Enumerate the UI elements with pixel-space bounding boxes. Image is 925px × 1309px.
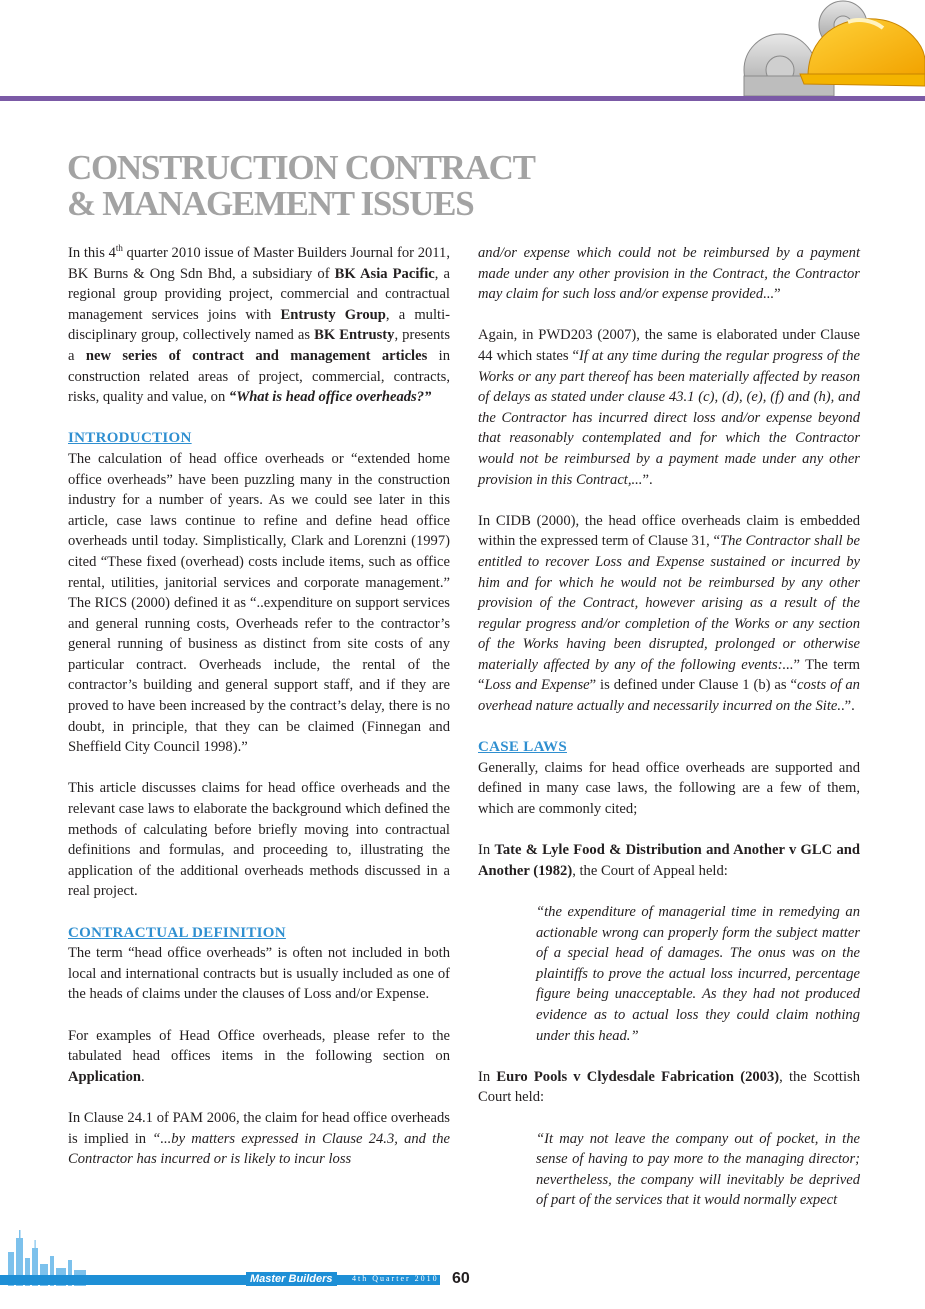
pwd-paragraph: Again, in PWD203 (2007), the same is elaborated under Clause 44 which states “If at any time during the regular progress of the Works or any part thereof has been materially affected by reason of delays as stated under clause 43.1 (c), (d), (e), (f) and (h), and the Contractor has incurred direct loss and/or expense beyond that reasonably contemplated and for which the Contractor would not be reimbursed by a payment made under any other provision in this Contract,...”. (478, 327, 860, 488)
article-title (67, 150, 535, 222)
title-line-2: & MANAGEMENT ISSUES (67, 184, 474, 223)
heading-introduction: INTRODUCTION (68, 430, 192, 447)
footer-brand: Master Builders (246, 1272, 337, 1286)
heading-contractual-definition: CONTRACTUAL DEFINITION (68, 924, 286, 941)
pam-paragraph: In Clause 24.1 of PAM 2006, the claim for head office overheads is implied in “...by matters expressed in Clause 24.3, and the Contractor has incurred or is likely to incur loss (68, 1109, 450, 1168)
intro-paragraph: In this 4th quarter 2010 issue of Master Builders Journal for 2011, BK Burns & Ong Sdn Bhd, a subsidiary of BK Asia Pacific, a regional group providing project, commercial and contractual management services joins with Entrusty Group, a multi-disciplinary group, collectively named as BK Entrusty, presents a new series of contract and management articles in construction related areas of project, commercial, contracts, risks, quality and value, on “What is head office overheads?” (68, 243, 451, 406)
hard-hat-gears-image (738, 0, 925, 96)
right-column (478, 243, 860, 1211)
euro-pools-quote: “It may not leave the company out of pocket, in the sense of having to pay more to the managing director; nevertheless, the company will inevitably be deprived of part of the services that it would normally expect (536, 1130, 860, 1209)
euro-pools-paragraph: In Euro Pools v Clydesdale Fabrication (2003), the Scottish Court held: (478, 1068, 860, 1106)
examples-paragraph: For examples of Head Office overheads, please refer to the tabulated head offices items in the following section on Application. (68, 1027, 450, 1085)
tate-paragraph: In Tate & Lyle Food & Distribution and Another v GLC and Another (1982), the Court of Appeal held: (478, 842, 860, 879)
footer-issue: 4th Quarter 2010 (352, 1274, 439, 1283)
heading-case-laws: CASE LAWS (478, 739, 567, 756)
contractual-definition-body: The term “head office overheads” is often not included in both local and international contracts but is usually included as one of the heads of claims under the clauses of Loss and/or Expense. (68, 945, 450, 1003)
case-laws-intro: Generally, claims for head office overheads are supported and defined in many case laws, the following are a few of them, which are commonly cited; (478, 759, 860, 818)
introduction-body: The calculation of head office overheads or “extended home office overheads” have been puzzling many in the construction industry for a number of years. As we could see later in this article, case laws continue to refine and define head office overheads until today. Simplistically, Clark and Lorenzni (1997) cited “These fixed (overhead) costs include items, such as office rental, utilities, janitorial services and corporate management.” The RICS (2000) defined it as “..expenditure on support services and general running costs, Overheads refer to the contractor’s general running of business as distinct from site costs of any particular contract. Overheads include, the rental of the contractor’s building and general support staff, and if they are proved to have been increased by the contract’s delay, there is no doubt, in principle, that they can be claimed (Finnegan and Sheffield City Council 1998).” (68, 450, 450, 756)
cidb-paragraph: In CIDB (2000), the head office overheads claim is embedded within the expressed term of Clause 31, “The Contractor shall be entitled to recover Loss and Expense sustained or incurred by him and for which he would not be reimbursed by any other provision of the Contract, however arising as a result of the regular progress and/or completion of the Works or any section of the Works having been disrupted, prolonged or otherwise materially affected by any of the following events:...” The term “Loss and Expense” is defined under Clause 1 (b) as “costs of an overhead nature actually and necessarily incurred on the Site..”. (478, 512, 861, 715)
tate-quote: “the expenditure of managerial time in remedying an actionable wrong can properly form the subject matter of a special head of damages. The onus was on the plaintiffs to prove the actual loss incurred, percentage figure being unacceptable. As they had not produced evidence as to actual loss they could claim nothing under this head.” (536, 904, 860, 1044)
header-rule (0, 96, 925, 101)
left-column (68, 243, 450, 1170)
title-line-1: CONSTRUCTION CONTRACT (67, 148, 535, 187)
pam-continuation: and/or expense which could not be reimbursed by a payment made under any other provision in the Contract, the Contractor may claim for such loss and/or expense provided...” (478, 245, 860, 303)
page-number: 60 (452, 1270, 470, 1287)
article-scope-paragraph: This article discusses claims for head office overheads and the relevant case laws to elaborate the background which defined the methods of calculating before briefly moving into contractual definitions and formulas, and proceeding to, illustrating the application of the additional overheads methods discussed in a real project. (68, 780, 450, 900)
